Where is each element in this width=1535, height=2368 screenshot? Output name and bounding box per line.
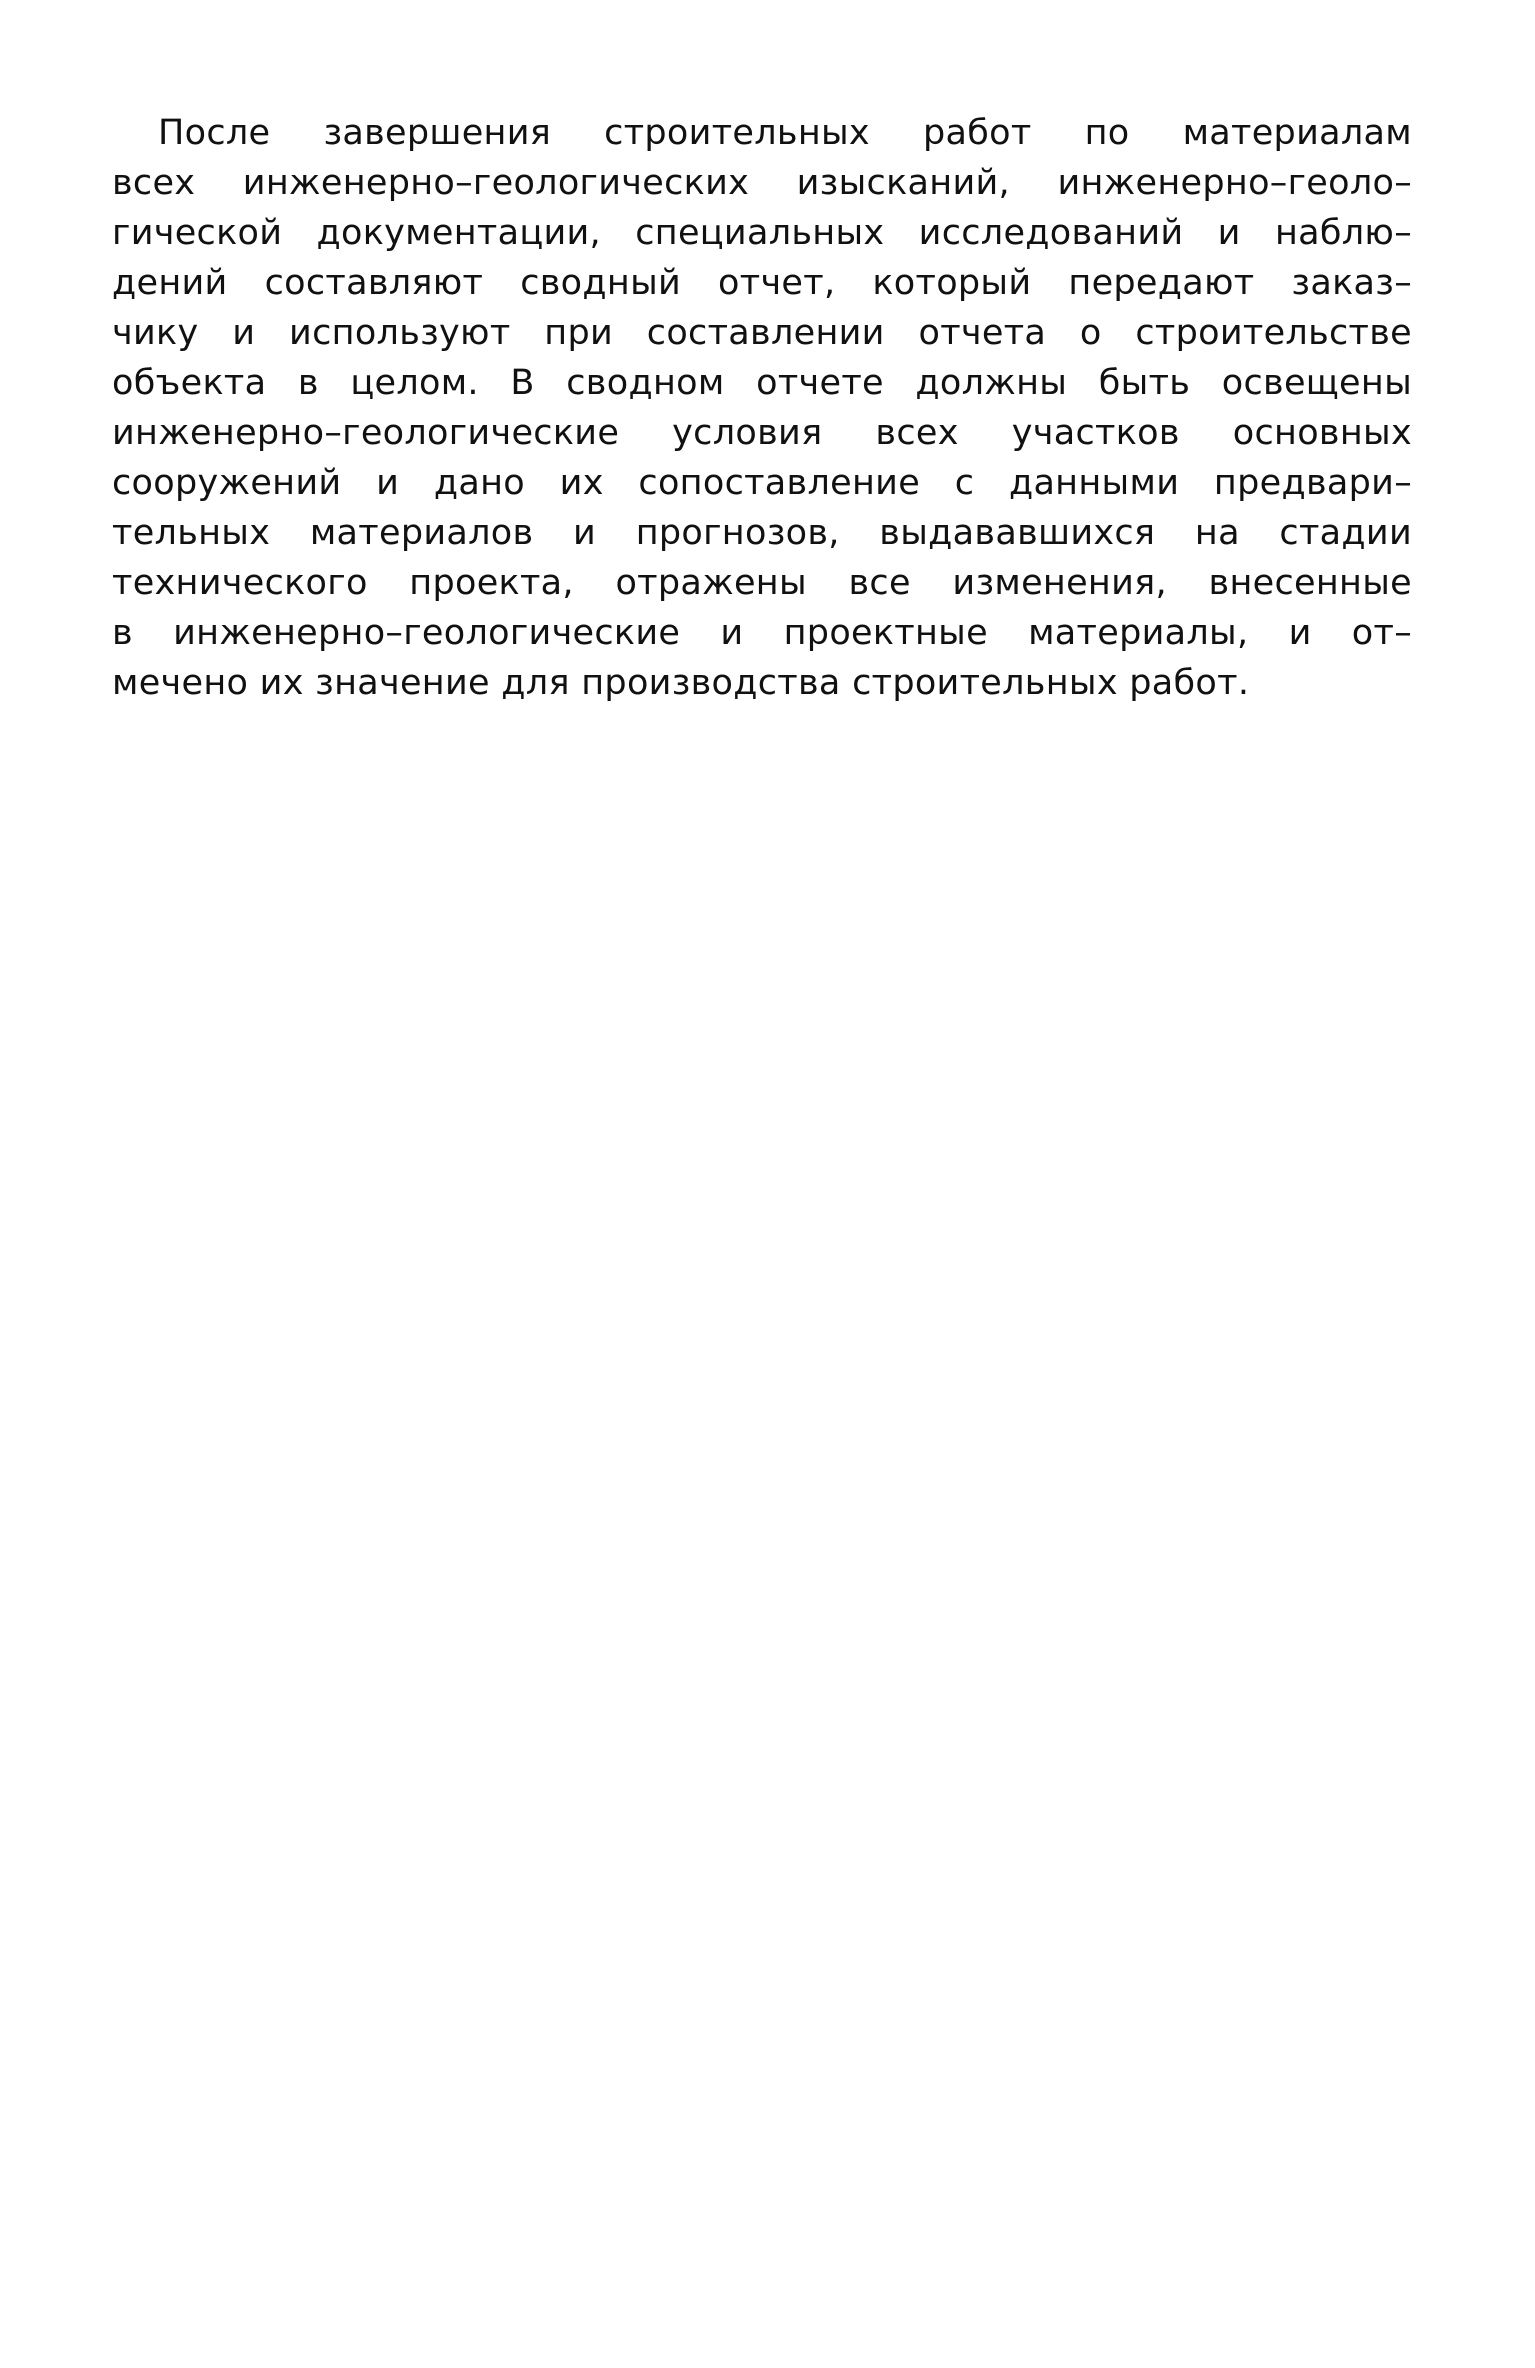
paragraph-line: чику и используют при составлении отчета о строительстве (112, 313, 1412, 353)
paragraph-line: дений составляют сводный отчет, который передают заказ– (112, 263, 1412, 303)
paragraph-line: После завершения строительных работ по материалам (158, 113, 1412, 153)
paragraph-line: объекта в целом. В сводном отчете должны быть освещены (112, 363, 1412, 403)
paragraph-line: в инженерно–геологические и проектные материалы, и от– (112, 613, 1412, 653)
paragraph-line: сооружений и дано их сопоставление с данными предвари– (112, 463, 1412, 503)
paragraph-line: технического проекта, отражены все изменения, внесенные (112, 563, 1412, 603)
paragraph-line: гической документации, специальных исследований и наблю– (112, 213, 1412, 253)
paragraph-line: тельных материалов и прогнозов, выдававшихся на стадии (112, 513, 1412, 553)
body-paragraph (112, 108, 1412, 708)
paragraph-line: мечено их значение для производства строительных работ. (112, 663, 1250, 703)
paragraph-line: всех инженерно–геологических изысканий, инженерно–геоло– (112, 163, 1412, 203)
paragraph-line: инженерно–геологические условия всех участков основных (112, 413, 1412, 453)
